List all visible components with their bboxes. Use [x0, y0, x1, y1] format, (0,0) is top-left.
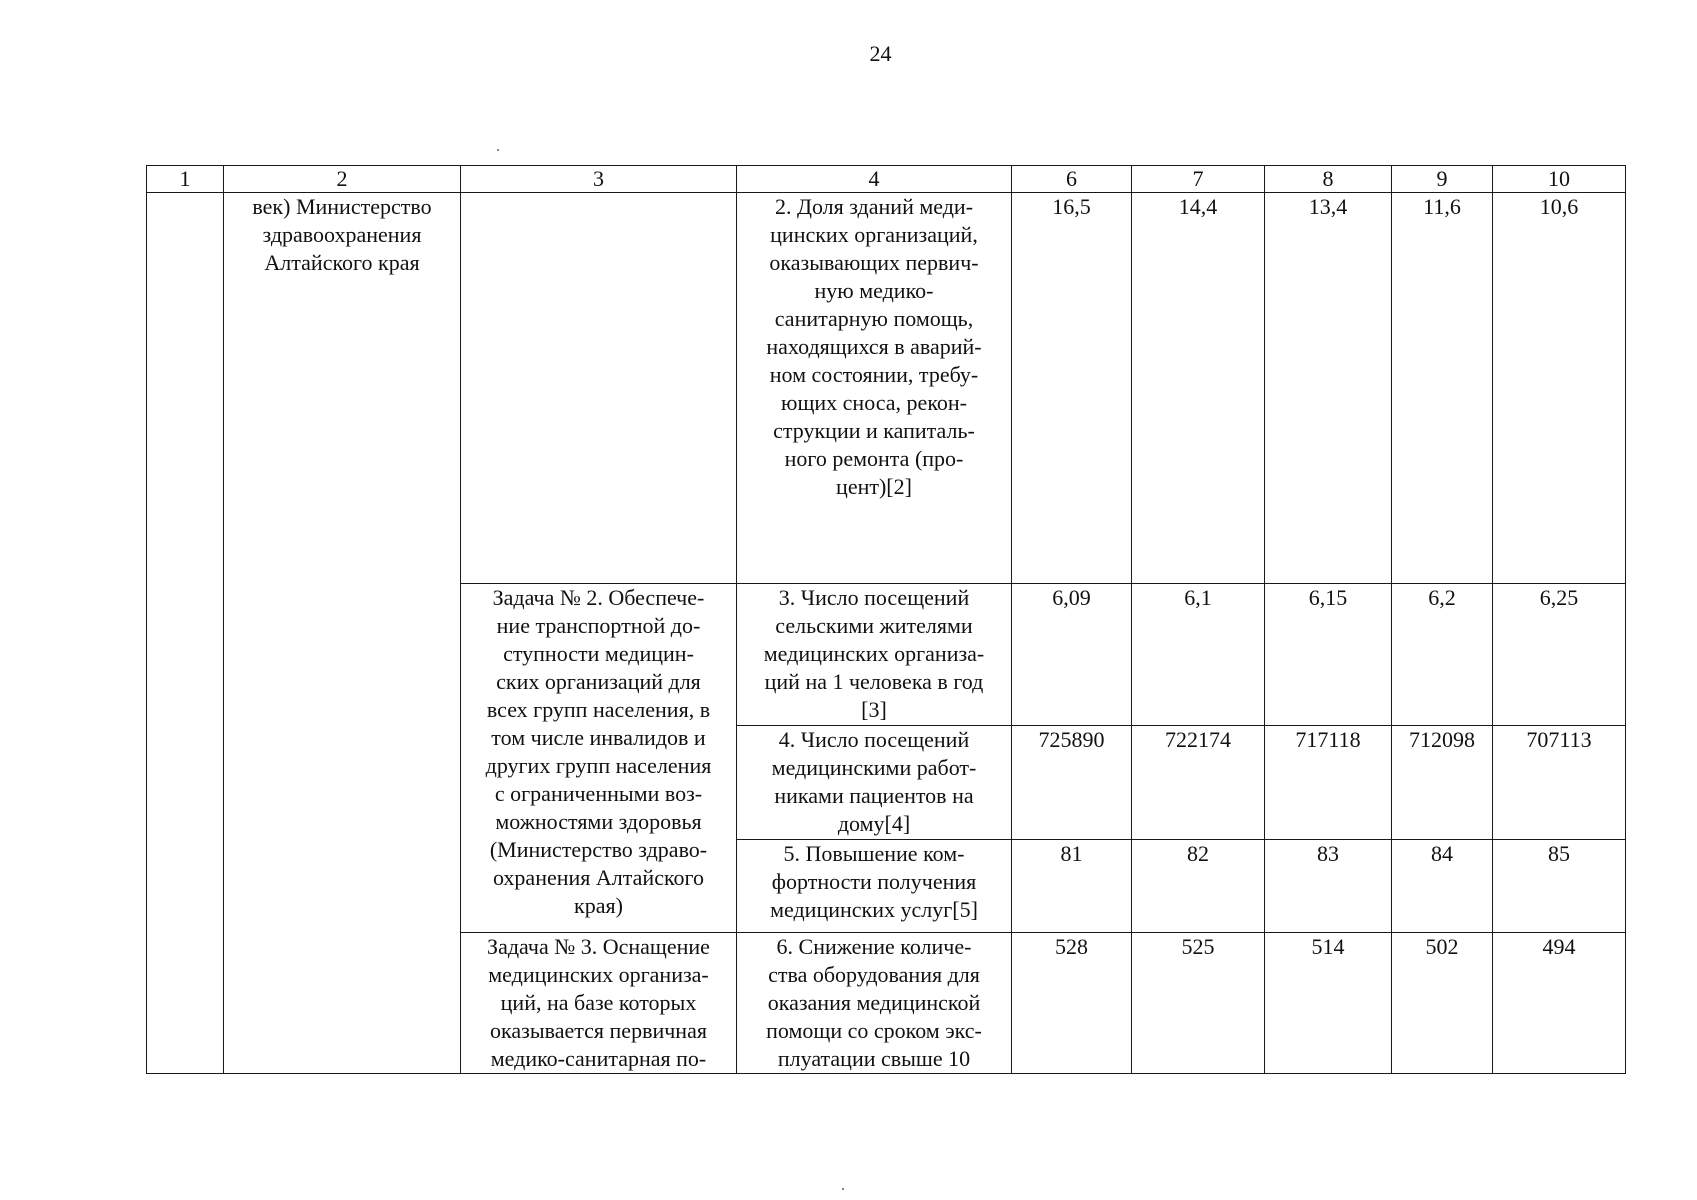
column-header: 2	[224, 166, 461, 193]
responsible-text: век) Министерство здравоохранения Алтайского края	[252, 194, 432, 275]
column-header: 6	[1012, 166, 1132, 193]
value-cell: 6,25	[1493, 584, 1626, 726]
value-cell: 722174	[1132, 726, 1265, 840]
value-cell: 81	[1012, 840, 1132, 933]
column-header: 9	[1392, 166, 1493, 193]
task-cell	[461, 193, 737, 584]
value-cell: 717118	[1265, 726, 1392, 840]
value-cell: 528	[1012, 933, 1132, 1074]
column-header: 4	[737, 166, 1012, 193]
value-cell: 6,15	[1265, 584, 1392, 726]
value-cell: 13,4	[1265, 193, 1392, 584]
value-cell: 6,2	[1392, 584, 1493, 726]
value-cell: 11,6	[1392, 193, 1493, 584]
value-cell: 85	[1493, 840, 1626, 933]
scan-speck	[842, 1188, 844, 1190]
value-cell: 14,4	[1132, 193, 1265, 584]
task-cell	[461, 933, 737, 1074]
indicator-text: 3. Число посещений сельскими жителями медицинских организа- ций на 1 человека в год [3]	[763, 585, 985, 722]
value-cell: 84	[1392, 840, 1493, 933]
value-cell: 6,1	[1132, 584, 1265, 726]
table-row	[147, 193, 1626, 584]
indicator-cell	[737, 193, 1012, 584]
indicator-table	[146, 165, 1626, 1074]
value-cell: 707113	[1493, 726, 1626, 840]
value-cell: 712098	[1392, 726, 1493, 840]
indicator-cell	[737, 726, 1012, 840]
value-cell: 725890	[1012, 726, 1132, 840]
indicator-text: 5. Повышение ком- фортности получения медицинских услуг[5]	[770, 841, 978, 922]
value-cell: 514	[1265, 933, 1392, 1074]
task-text: Задача № 2. Обеспече- ние транспортной до- ступности медицин- ских организаций для всех групп населения, в том числе инвалидов и других групп населения с ограниченными воз- можностями здоровья (Министерство здраво- охранения Алтайского края)	[485, 585, 712, 918]
value-cell: 82	[1132, 840, 1265, 933]
number-cell	[147, 193, 224, 1074]
indicator-cell	[737, 840, 1012, 933]
indicator-cell	[737, 933, 1012, 1074]
indicator-text: 4. Число посещений медицинскими работ- никами пациентов на дому[4]	[771, 727, 977, 836]
value-cell: 83	[1265, 840, 1392, 933]
page-number: 24	[869, 41, 892, 66]
value-cell: 525	[1132, 933, 1265, 1074]
responsible-cell	[224, 193, 461, 1074]
value-cell: 502	[1392, 933, 1493, 1074]
value-cell: 10,6	[1493, 193, 1626, 584]
scan-speck	[497, 149, 499, 151]
value-cell: 16,5	[1012, 193, 1132, 584]
task-text: Задача № 3. Оснащение медицинских организа- ций, на базе которых оказывается первичная медико-санитарная по-	[487, 934, 710, 1071]
column-header: 1	[147, 166, 224, 193]
column-header: 10	[1493, 166, 1626, 193]
indicator-cell	[737, 584, 1012, 726]
header-row	[147, 166, 1626, 193]
column-header: 3	[461, 166, 737, 193]
indicator-text: 2. Доля зданий меди- цинских организаций, оказывающих первич- ную медико- санитарную помощь, находящихся в аварий- ном состоянии, требу- ющих сноса, рекон- струкции и капиталь- ного ремонта (про- цент)[2]	[766, 194, 982, 499]
column-header: 7	[1132, 166, 1265, 193]
column-header: 8	[1265, 166, 1392, 193]
indicator-text: 6. Снижение количе- ства оборудования для оказания медицинской помощи со сроком экс- плуатации свыше 10	[766, 934, 982, 1071]
value-cell: 494	[1493, 933, 1626, 1074]
value-cell: 6,09	[1012, 584, 1132, 726]
task-cell	[461, 584, 737, 933]
